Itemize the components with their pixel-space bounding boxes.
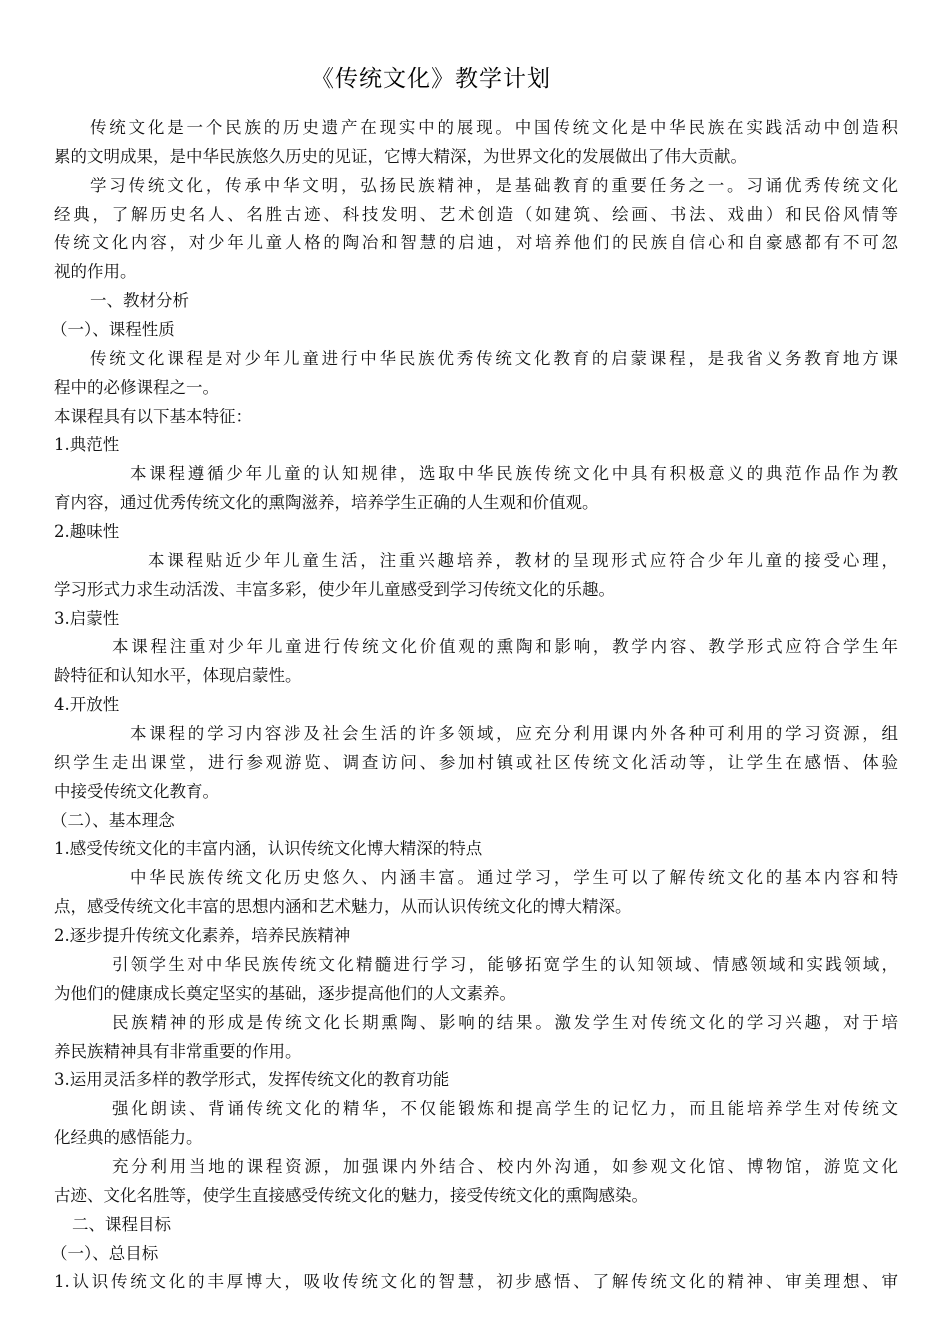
subsection-heading: （一）、课程性质: [51, 320, 175, 340]
paragraph-line: 为他们的健康成长奠定坚实的基础，逐步提高他们的人文素养。: [54, 983, 516, 1003]
subsection-heading: （二）、基本理念: [51, 810, 175, 830]
paragraph-line: 传统文化内容，对少年儿童人格的陶冶和智慧的启迪，对培养他们的民族自信心和自豪感都有不可忽: [54, 233, 898, 253]
paragraph-line: 经典，了解历史名人、名胜古迹、科技发明、艺术创造（如建筑、绘画、书法、戏曲）和民俗风情等: [54, 204, 898, 224]
paragraph-line: 育内容，通过优秀传统文化的熏陶滋养，培养学生正确的人生观和价值观。: [54, 493, 599, 513]
paragraph-line: 本课程具有以下基本特征：: [54, 406, 252, 426]
paragraph-line: 本课程贴近少年儿童生活，注重兴趣培养，教材的呈现形式应符合少年儿童的接受心理，: [148, 550, 898, 570]
paragraph-line: 传统文化是一个民族的历史遗产在现实中的展现。中国传统文化是中华民族在实践活动中创造积: [90, 118, 898, 137]
paragraph-line: 龄特征和认知水平，体现启蒙性。: [54, 666, 302, 686]
paragraph-line: 充分利用当地的课程资源，加强课内外结合、校内外沟通，如参观文化馆、博物馆，游览文化: [112, 1156, 898, 1176]
paragraph-line: 化经典的感悟能力。: [54, 1128, 203, 1148]
document-body: [51, 114, 898, 1297]
item-heading: 3.启蒙性: [54, 608, 120, 628]
paragraph-line: 中华民族传统文化历史悠久、内涵丰富。通过学习，学生可以了解传统文化的基本内容和特: [130, 868, 898, 888]
paragraph-line: 养民族精神具有非常重要的作用。: [54, 1041, 302, 1061]
item-heading: 3.运用灵活多样的教学形式，发挥传统文化的教育功能: [54, 1070, 450, 1090]
item-heading: 4.开放性: [54, 695, 120, 715]
item-heading: 2.趣味性: [54, 522, 120, 542]
paragraph-line: 中接受传统文化教育。: [54, 781, 219, 801]
section-heading: 一、教材分析: [90, 291, 189, 311]
section-heading: 二、课程目标: [72, 1214, 171, 1234]
paragraph-line: 视的作用。: [54, 262, 137, 282]
item-heading: 1.感受传统文化的丰富内涵，认识传统文化博大精深的特点: [54, 839, 483, 859]
paragraph-line: 1.认识传统文化的丰厚博大，吸收传统文化的智慧，初步感悟、了解传统文化的精神、审美理想、审: [54, 1272, 898, 1292]
paragraph-line: 强化朗读、背诵传统文化的精华，不仅能锻炼和提高学生的记忆力，而且能培养学生对传统文: [112, 1099, 898, 1119]
subsection-heading: （一）、总目标: [51, 1243, 159, 1263]
paragraph-line: 古迹、文化名胜等，使学生直接感受传统文化的魅力，接受传统文化的熏陶感染。: [54, 1185, 648, 1205]
paragraph-line: 学习传统文化，传承中华文明，弘扬民族精神，是基础教育的重要任务之一。习诵优秀传统文化: [90, 175, 898, 195]
paragraph-line: 引领学生对中华民族传统文化精髓进行学习，能够拓宽学生的认知领域、情感领域和实践领域，: [112, 954, 898, 974]
paragraph-line: 本课程遵循少年儿童的认知规律，选取中华民族传统文化中具有积极意义的典范作品作为教: [130, 464, 898, 484]
paragraph-line: 民族精神的形成是传统文化长期熏陶、影响的结果。激发学生对传统文化的学习兴趣，对于培: [112, 1012, 898, 1032]
paragraph-line: 程中的必修课程之一。: [54, 377, 219, 397]
paragraph-line: 传统文化课程是对少年儿童进行中华民族优秀传统文化教育的启蒙课程，是我省义务教育地方课: [90, 348, 898, 368]
paragraph-line: 累的文明成果，是中华民族悠久历史的见证，它博大精深，为世界文化的发展做出了伟大贡献。: [54, 146, 747, 166]
paragraph-line: 本课程注重对少年儿童进行传统文化价值观的熏陶和影响，教学内容、教学形式应符合学生年: [112, 637, 898, 657]
paragraph-line: 学习形式力求生动活泼、丰富多彩，使少年儿童感受到学习传统文化的乐趣。: [54, 579, 615, 599]
paragraph-line: 点，感受传统文化丰富的思想内涵和艺术魅力，从而认识传统文化的博大精深。: [54, 897, 632, 917]
document-title: 《传统文化》教学计划: [311, 66, 551, 92]
paragraph-line: 织学生走出课堂，进行参观游览、调查访问、参加村镇或社区传统文化活动等，让学生在感悟、体验: [54, 752, 898, 772]
item-heading: 2.逐步提升传统文化素养，培养民族精神: [54, 926, 351, 946]
paragraph-line: 本课程的学习内容涉及社会生活的许多领域，应充分利用课内外各种可利用的学习资源，组: [130, 724, 898, 744]
item-heading: 1.典范性: [54, 435, 120, 455]
